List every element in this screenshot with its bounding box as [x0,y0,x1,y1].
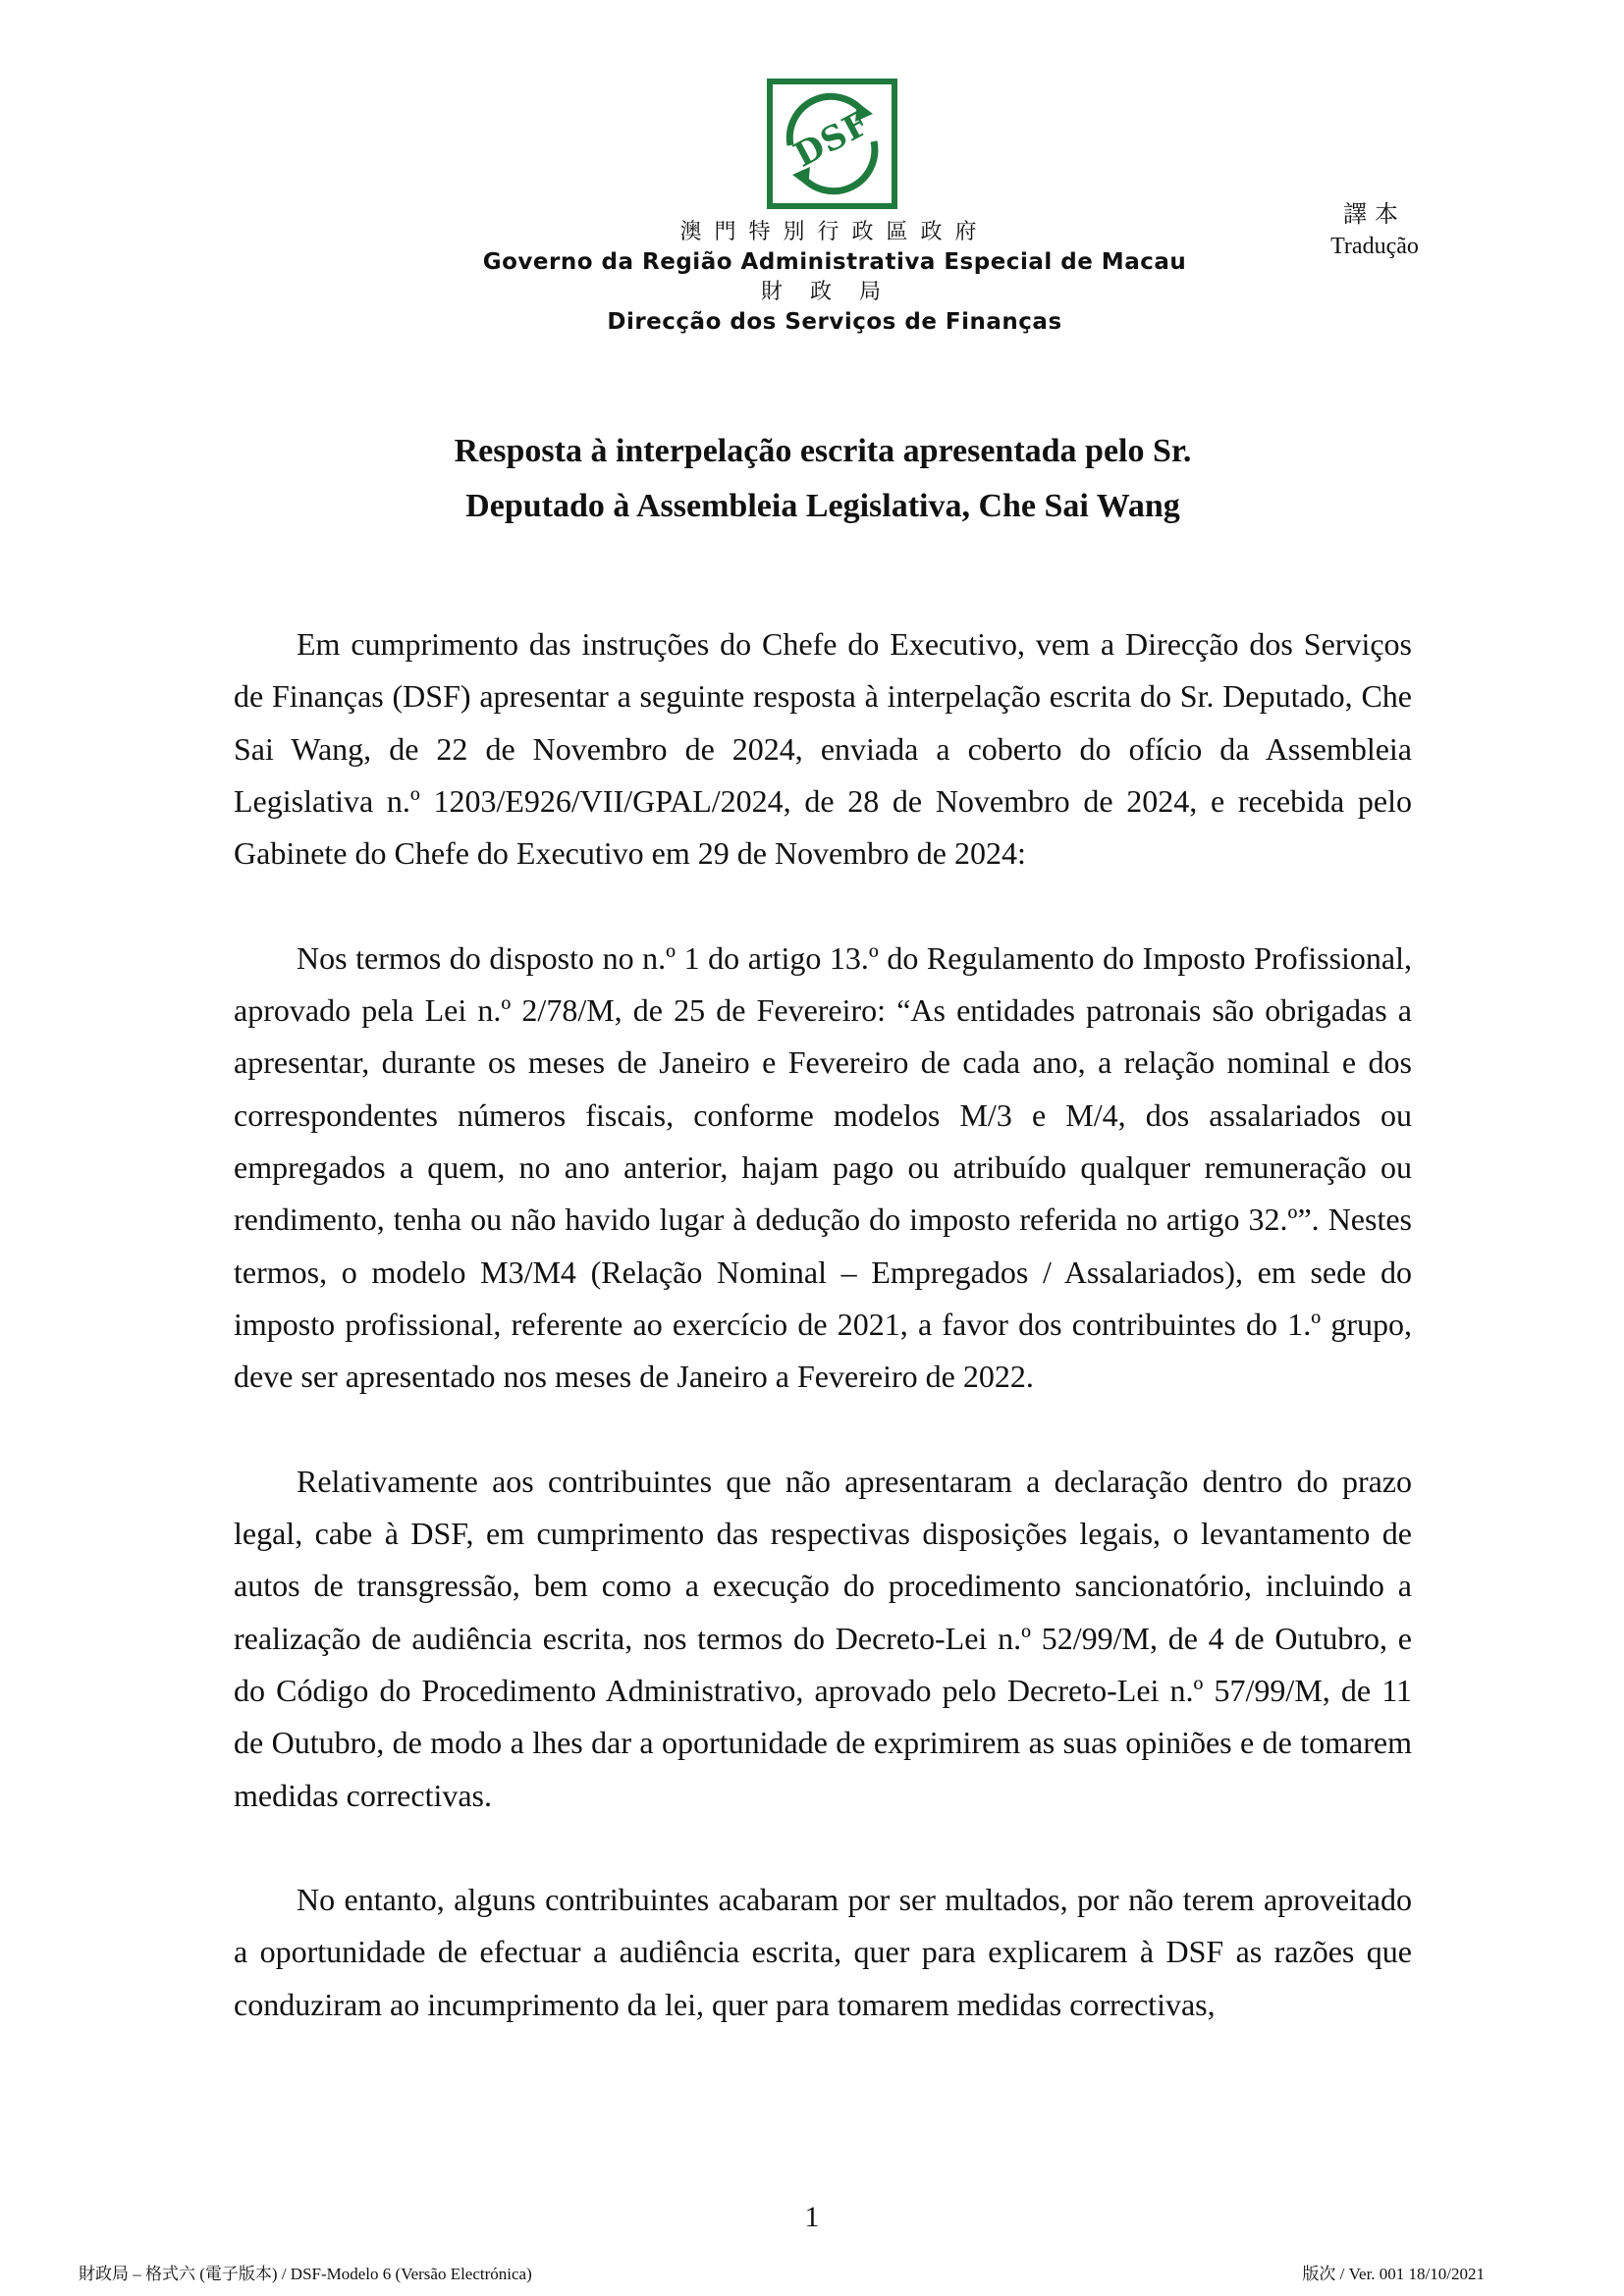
government-name-portuguese: Governo da Região Administrativa Especial de Macau [482,249,1187,275]
title-line-1: Resposta à interpelação escrita apresentada pelo Sr. [454,433,1192,469]
department-name-chinese: 財政局 [760,280,908,304]
translation-label [1316,199,1434,262]
translation-label-chinese: 譯本 [1343,202,1406,228]
dsf-logo [767,79,897,209]
footer-version-label: 版次 / Ver. 001 18/10/2021 [1302,2265,1485,2283]
title-line-2: Deputado à Assembleia Legislativa, Che Sai Wang [465,488,1180,524]
document-title [234,424,1412,534]
footer-form-label: 財政局 – 格式六 (電子版本) / DSF-Modelo 6 (Versão Electrónica) [79,2265,532,2283]
paragraph-1: Em cumprimento das instruções do Chefe do Executivo, vem a Direcção dos Serviços de Finanças (DSF) apresentar a seguinte resposta à interpelação escrita do Sr. Deputado, Che Sai Wang, de 22 de Novembro de 2024, enviada a coberto do ofício da Assembleia Legislativa n.º 1203/E926/VII/GPAL/2024, de 28 de Novembro de 2024, e recebida pelo Gabinete do Chefe do Executivo em 29 de Novembro de 2024: [234,626,1412,872]
page-number: 1 [804,2201,820,2233]
logo-text: DSF [787,103,877,176]
document-body [234,618,1412,2083]
letterhead [442,218,1227,338]
department-name-portuguese: Direcção dos Serviços de Finanças [607,309,1062,335]
paragraph-2: Nos termos do disposto no n.º 1 do artigo 13.º do Regulamento do Imposto Profissional, aprovado pela Lei n.º 2/78/M, de 25 de Fevereiro: “As entidades patronais são obrigadas a apresentar, durante os meses de Janeiro e Fevereiro de cada ano, a relação nominal e dos correspondentes números fiscais, conforme modelos M/3 e M/4, dos assalariados ou empregados a quem, no ano anterior, hajam pago ou atribuído qualquer remuneração ou rendimento, tenha ou não havido lugar à dedução do imposto referida no artigo 32.º”. Nestes termos, o modelo M3/M4 (Relação Nominal – Empregados / Assalariados), em sede do imposto profissional, referente ao exercício de 2021, a favor dos contribuintes do 1.º grupo, deve ser apresentado nos meses de Janeiro a Fevereiro de 2022. [234,939,1412,1395]
paragraph-3: Relativamente aos contribuintes que não apresentaram a declaração dentro do prazo legal, cabe à DSF, em cumprimento das respectivas disposições legais, o levantamento de autos de transgressão, bem como a execução do procedimento sancionatório, incluindo a realização de audiência escrita, nos termos do Decreto-Lei n.º 52/99/M, de 4 de Outubro, e do Código do Procedimento Administrativo, aprovado pelo Decreto-Lei n.º 57/99/M, de 11 de Outubro, de modo a lhes dar a oportunidade de exprimirem as suas opiniões e de tomarem medidas correctivas. [234,1463,1412,1813]
translation-label-portuguese: Tradução [1330,234,1419,259]
paragraph-4: No entanto, alguns contribuintes acabaram por ser multados, por não terem aproveitado a oportunidade de efectuar a audiência escrita, quer para explicarem à DSF as razões que conduziram ao incumprimento da lei, quer para tomarem medidas correctivas, [234,1882,1412,2022]
government-name-chinese: 澳門特別行政區政府 [679,220,990,244]
